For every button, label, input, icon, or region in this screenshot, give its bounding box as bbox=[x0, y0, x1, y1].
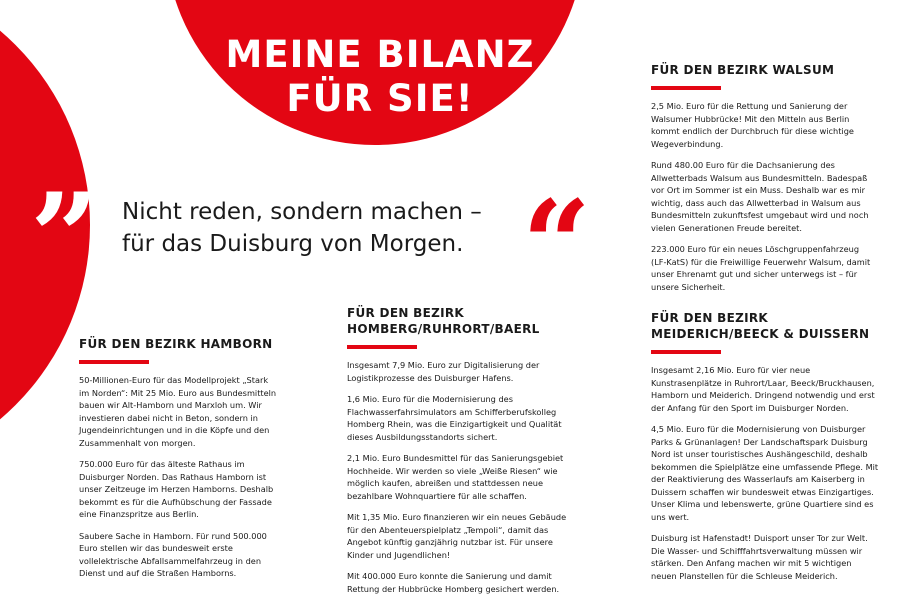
heading-underline bbox=[347, 345, 417, 349]
section-heading: FÜR DEN BEZIRK HAMBORN bbox=[79, 337, 273, 351]
section-paragraph: 2,5 Mio. Euro für die Rettung und Sanierung der Walsumer Hubbrücke! Mit den Mitteln aus Berlin kommt endlich der Durchbruch für diese wichtige Wegeverbindung. bbox=[651, 101, 854, 149]
heading-underline bbox=[79, 360, 149, 364]
section-paragraph: 1,6 Mio. Euro für die Modernisierung des Flachwasserfahrsimulators am Schifferberufskolleg Homberg Rhein, was die Einzigartigkeit und Qualität dieses Ausbildungsstandorts sichert. bbox=[347, 394, 562, 442]
section-paragraph: 2,1 Mio. Euro Bundesmittel für das Sanierungsgebiet Hochheide. Wir werden so viele „Weiße Riesen“ wie möglich kaufen, abreißen und stattdessen neue bezahlbare Wohnquartiere für alle schaffen. bbox=[347, 453, 564, 501]
section-paragraph: Saubere Sache in Hamborn. Für rund 500.000 Euro stellen wir das bundesweit erste vollelektrische Abfallsammelfahrzeug in den Dienst und auf die Straßen Hamborns. bbox=[79, 530, 267, 578]
headline-line-2: FÜR SIE! bbox=[286, 77, 474, 120]
section-paragraph: 750.000 Euro für das älteste Rathaus im Duisburger Norden. Das Rathaus Hamborn ist unser Zeitzeuge im Herzen Hamborns. Deshalb bekommt es für die Aufhübschung der Fassade eine Finanzspritze aus Berlin. bbox=[79, 459, 274, 519]
section-heading: FÜR DEN BEZIRK MEIDERICH/BEECK & DUISSERN bbox=[651, 311, 870, 341]
section-paragraph: 50-Millionen-Euro für das Modellprojekt „Stark im Norden“: Mit 25 Mio. Euro aus Bundesmitteln bauen wir Alt-Hamborn und Marxloh um. Wir investieren dabei nicht in Beton, sondern in Jugendeinrichtungen und in die Köpfe und den Zusammenhalt von morgen. bbox=[79, 375, 277, 448]
heading-underline bbox=[651, 86, 721, 90]
tagline bbox=[122, 196, 522, 260]
section-homberg-ruhrort-baerl bbox=[347, 305, 579, 604]
section-heading: FÜR DEN BEZIRK HOMBERG/RUHRORT/BAERL bbox=[347, 306, 540, 336]
section-paragraph: Insgesamt 2,16 Mio. Euro für vier neue Kunstrasenplätze in Ruhrort/Laar, Beeck/Bruckhausen, Hamborn und Meiderich. Dringend notwendig und erst der Anfang für den Sport im Duisburger Norden. bbox=[651, 365, 875, 413]
section-paragraph: 223.000 Euro für ein neues Löschgruppenfahrzeug (LF-KatS) für die Freiwillige Feuerwehr Walsum, damit unser Ehrenamt gut und sicher unterwegs ist – für unsere Sicherheit. bbox=[651, 244, 871, 292]
section-paragraph: Rund 480.00 Euro für die Dachsanierung des Allwetterbads Walsum aus Bundesmitteln. Badespaß vor Ort im Sommer ist ein Muss. Deshalb war es mir wichtig, dass auch das Allwetterbad in Walsum aus Bundesmitteln zukunftsfest umgebaut wird und noch vielen Generationen Freude bereitet. bbox=[651, 160, 869, 233]
quote-mark-left-icon: ” bbox=[30, 167, 100, 308]
section-hamborn bbox=[79, 336, 279, 589]
headline-line-1: MEINE BILANZ bbox=[225, 33, 535, 76]
heading-underline bbox=[651, 350, 721, 354]
section-paragraph: Mit 1,35 Mio. Euro finanzieren wir ein neues Gebäude für den Abenteuerspielplatz „Tempoli“, damit das Angebot künftig ganzjährig nutzbar ist. Für unsere Kinder und Jugendlichen! bbox=[347, 512, 567, 560]
section-walsum bbox=[651, 62, 873, 302]
section-paragraph: Duisburg ist Hafenstadt! Duisport unser Tor zur Welt. Die Wasser- und Schifffahrtsverwaltung müssen wir stärken. Den Anfang machen wir mit 5 wichtigen neuen Planstellen für die Schleuse Meiderich. bbox=[651, 533, 868, 581]
quote-mark-right-icon: “ bbox=[522, 174, 592, 315]
section-paragraph: Mit 400.000 Euro konnte die Sanierung und damit Rettung der Hubbrücke Homberg gesichert werden. bbox=[347, 571, 560, 594]
tagline-line-1: Nicht reden, sondern machen – bbox=[122, 199, 482, 225]
page-headline bbox=[215, 33, 545, 121]
section-paragraph: Insgesamt 7,9 Mio. Euro zur Digitalisierung der Logistikprozesse des Duisburger Hafens. bbox=[347, 360, 540, 383]
tagline-line-2: für das Duisburg von Morgen. bbox=[122, 231, 464, 257]
section-heading: FÜR DEN BEZIRK WALSUM bbox=[651, 63, 835, 77]
section-paragraph: 4,5 Mio. Euro für die Modernisierung von Duisburger Parks & Grünanlagen! Der Landschaftspark Duisburg Nord ist unser touristisches Aushängeschild, deshalb bekommen die Spielplätze eine umfassende Pflege. Mit der Reaktivierung des Wasserlaufs am Kaiserberg in Duissern schaffen wir bundesweit etwas Einzigartiges. Unser Klima und lebenswerte, grüne Quartiere sind es uns wert. bbox=[651, 424, 879, 522]
section-meiderich-beeck-duissern bbox=[651, 310, 879, 591]
